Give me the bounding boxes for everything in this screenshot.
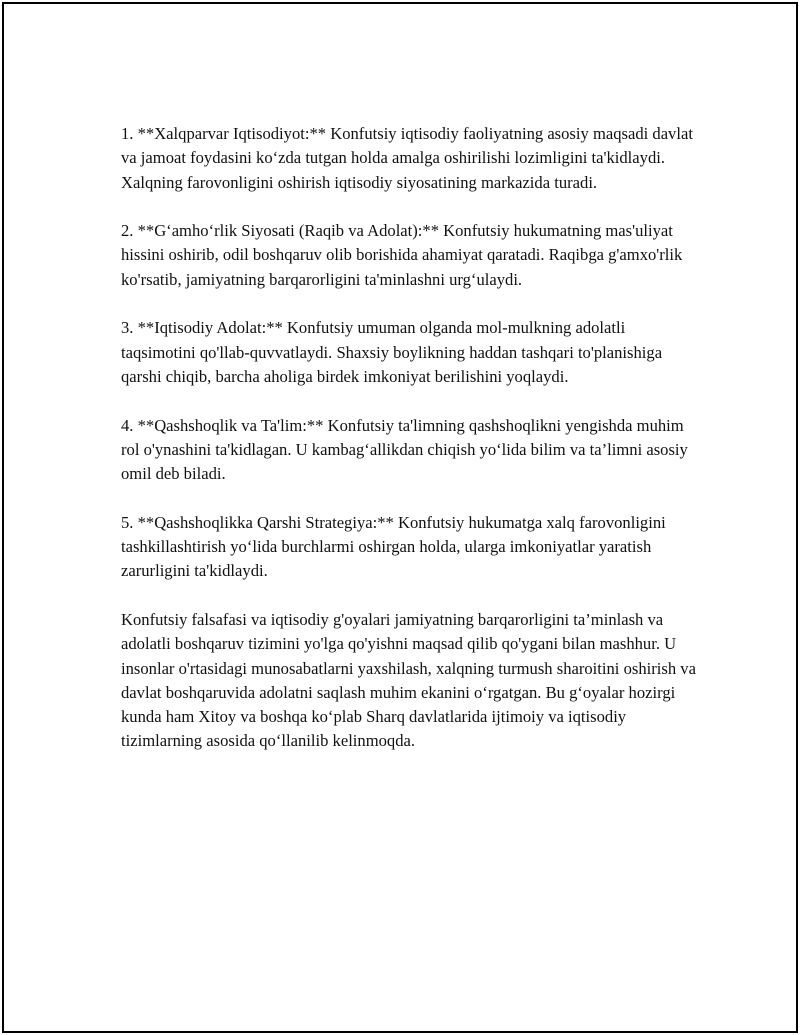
paragraph-2: 2. **G‘amho‘rlik Siyosati (Raqib va Adolat):** Konfutsiy hukumatning mas'uliyat hissini oshirib, odil boshqaruv olib borishida ahamiyat qaratadi. Raqibga g'amxo'rlik ko'rsatib, jamiyatning barqarorligini ta'minlashni urg‘ulaydi. <box>121 221 683 289</box>
paragraph-3: 3. **Iqtisodiy Adolat:** Konfutsiy umuman olganda mol-mulkning adolatli taqsimotini qo'llab-quvvatlaydi. Shaxsiy boylikning haddan tashqari to'planishiga qarshi chiqib, barcha aholiga birdek imkoniyat berilishini yoqlaydi. <box>121 318 663 386</box>
paragraph-4: 4. **Qashshoqlik va Ta'lim:** Konfutsiy ta'limning qashshoqlikni yengishda muhim rol o'ynashini ta'kidlagan. U kambag‘allikdan chiqish yo‘lida bilim va ta’limni asosiy omil deb biladi. <box>121 415 688 484</box>
document-body <box>121 122 696 754</box>
paragraph-5: 5. **Qashshoqlikka Qarshi Strategiya:** Konfutsiy hukumatga xalq farovonligini tashkillashtirish yo‘lida burchlarmi oshirgan holda, ularga imkoniyatlar yaratish zarurligini ta'kidlaydi. <box>121 512 666 581</box>
page-border <box>2 2 798 1033</box>
conclusion-paragraph: Konfutsiy falsafasi va iqtisodiy g'oyalari jamiyatning barqarorligini ta’minlash va adolatli boshqaruv tizimini yo'lga qo'yishni maqsad qilib qo'ygani bilan mashhur. U insonlar o'rtasidagi munosabatlarni yaxshilash, xalqning turmush sharoitini oshirish va davlat boshqaruvida adolatni saqlash muhim ekanini o‘rgatgan. Bu g‘oyalar hozirgi kunda ham Xitoy va boshqa ko‘plab Sharq davlatlarida ijtimoiy va iqtisodiy tizimlarning asosida qo‘llanilib kelinmoqda. <box>121 609 696 751</box>
paragraph-1: 1. **Xalqparvar Iqtisodiyot:** Konfutsiy iqtisodiy faoliyatning asosiy maqsadi davlat va jamoat foydasini ko‘zda tutgan holda amalga oshirilishi lozimligini ta'kidlaydi. Xalqning farovonligini oshirish iqtisodiy siyosatining markazida turadi. <box>121 124 693 192</box>
